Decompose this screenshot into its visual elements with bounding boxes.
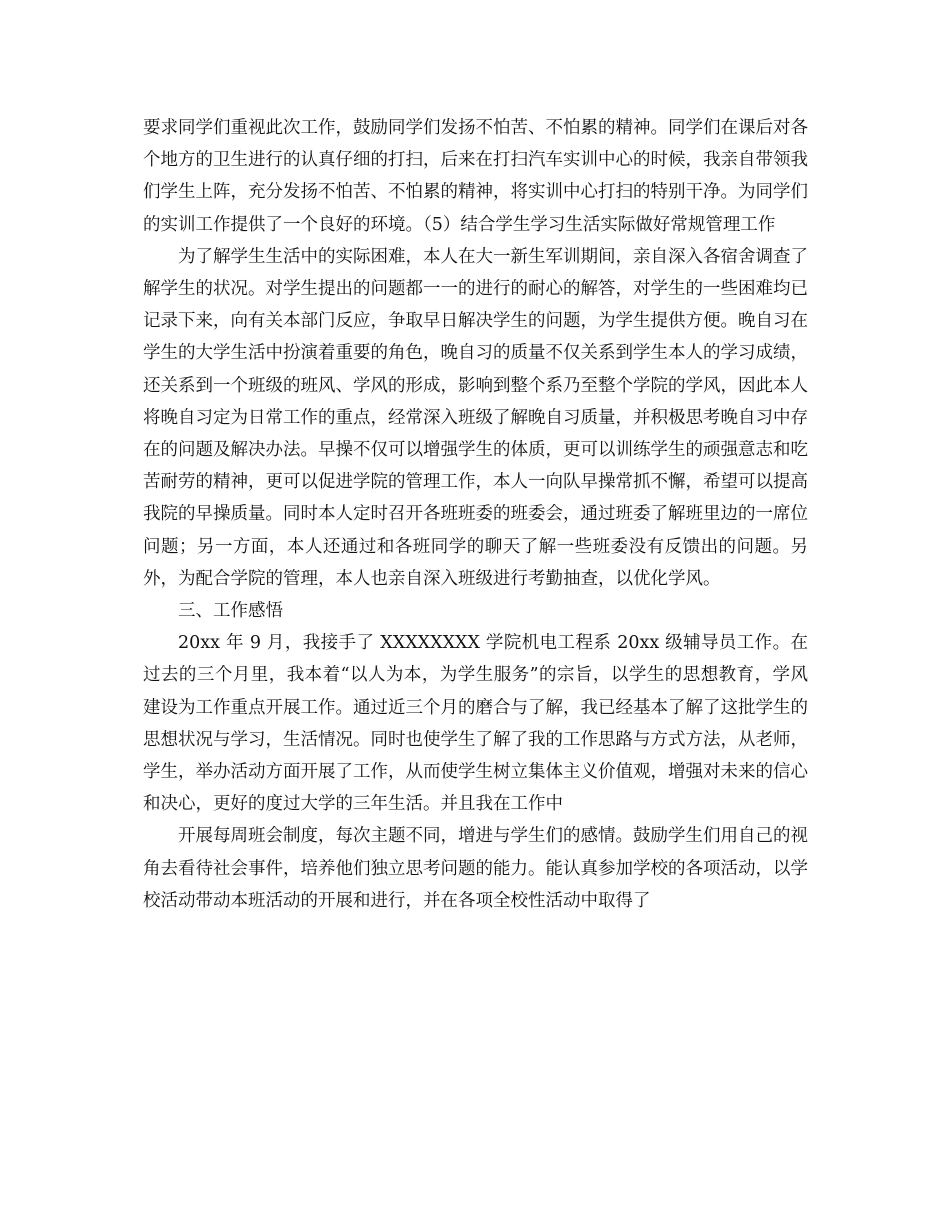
paragraph-routine-management: 为了解学生生活中的实际困难，本人在大一新生军训期间，亲自深入各宿舍调查了解学生的状况。对学生提出的问题都一一的进行的耐心的解答，对学生的一些困难均已记录下来，向有关本部门反应，争取早日解决学生的问题，为学生提供方便。晚自习在学生的大学生活中扮演着重要的角色，晚自习的质量不仅关系到学生本人的学习成绩，还关系到一个班级的班风、学风的形成，影响到整个系乃至整个学院的学风，因此本人将晚自习定为日常工作的重点，经常深入班级了解晚自习质量，并积极思考晚自习中存在的问题及解决办法。早操不仅可以增强学生的体质，更可以训练学生的顽强意志和吃苦耐劳的精神，更可以促进学院的管理工作，本人一向队早操常抓不懈，希望可以提高我院的早操质量。同时本人定时召开各班班委的班委会，通过班委了解班里边的一席位问题；另一方面，本人还通过和各班同学的聊天了解一些班委没有反馈出的问题。另外，为配合学院的管理，本人也亲自深入班级进行考勤抽查，以优化学风。 [143, 246, 808, 589]
section-heading-work-reflections: 三、工作感悟 [178, 601, 283, 622]
paragraph-counselor-overview: 20xx 年 9 月，我接手了 XXXXXXXX 学院机电工程系 20xx 级辅导员工作。在过去的三个月里，我本着“以人为本，为学生服务”的宗旨，以学生的思想教育，学风建设为工作重点开展工作。通过近三个月的磨合与了解，我已经基本了解了这批学生的思想状况与学习，生活情况。同时也使学生了解了我的工作思路与方式方法，从老师，学生，举办活动方面开展了工作，从而使学生树立集体主义价值观，增强对未来的信心和决心，更好的度过大学的三年生活。并且我在工作中 [143, 633, 808, 815]
paragraph-weekly-class-meetings: 开展每周班会制度，每次主题不同，增进与学生们的感情。鼓励学生们用自己的视角去看待社会事件，培养他们独立思考问题的能力。能认真参加学校的各项活动，以学校活动带动本班活动的开展和进行，并在各项全校性活动中取得了 [143, 826, 808, 911]
document-page [143, 112, 808, 917]
paragraph-cleaning-work: 要求同学们重视此次工作，鼓励同学们发扬不怕苦、不怕累的精神。同学们在课后对各个地方的卫生进行的认真仔细的打扫，后来在打扫汽车实训中心的时候，我亲自带领我们学生上阵，充分发扬不怕苦、不怕累的精神，将实训中心打扫的特别干净。为同学们的实训工作提供了一个良好的环境。（5）结合学生学习生活实际做好常规管理工作 [143, 118, 808, 235]
